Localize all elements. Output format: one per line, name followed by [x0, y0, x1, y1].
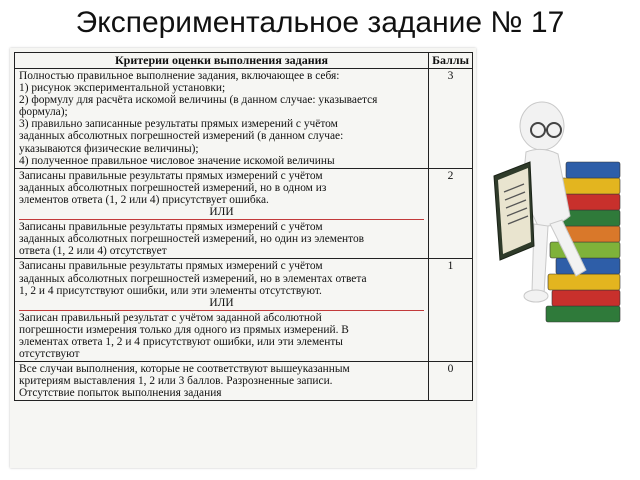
criteria-line: указываются физические величины);: [19, 142, 199, 155]
criteria-line: Записаны правильные результаты прямых измерений с учётом: [19, 221, 323, 234]
points-cell: 0: [429, 362, 473, 401]
criteria-line: отсутствуют: [19, 348, 80, 361]
slide-title: Экспериментальное задание № 17: [75, 6, 565, 39]
table-row: [15, 362, 473, 401]
open-book: [494, 162, 534, 260]
table-header-row: [15, 53, 473, 69]
criteria-line: Полностью правильное выполнение задания, включающее в себя:: [19, 70, 340, 82]
table-row: [15, 259, 473, 362]
criteria-line: заданных абсолютных погрешностей измерений (в данном случае:: [19, 130, 344, 143]
book: [552, 290, 620, 306]
criteria-line: критериям выставления 1, 2 или 3 баллов. Разрозненные записи.: [19, 375, 333, 388]
header-points: Баллы: [429, 53, 473, 69]
criteria-line: 1) рисунок экспериментальной установки;: [19, 82, 226, 95]
criteria-line: Записаны правильные результаты прямых измерений с учётом: [19, 169, 323, 182]
criteria-line: заданных абсолютных погрешностей измерений, но в элементах ответа: [19, 272, 367, 285]
criteria-line: элементов ответа (1, 2 или 4) присутствует ошибка.: [19, 193, 269, 206]
table-row: [15, 168, 473, 259]
figure-reading-book-icon: [486, 96, 636, 340]
criteria-line: заданных абсолютных погрешностей измерений, но один из элементов: [19, 233, 365, 246]
criteria-cell: [15, 259, 429, 362]
book: [556, 258, 620, 274]
criteria-table: [14, 52, 473, 401]
criteria-line: Отсутствие попыток выполнения задания: [19, 387, 222, 400]
criteria-line: заданных абсолютных погрешностей измерений, но в одном из: [19, 181, 327, 194]
book: [546, 306, 620, 322]
criteria-line: ответа (1, 2 или 4) отсутствует: [19, 245, 167, 258]
criteria-line: погрешности измерения только для одного из прямых измерений. В: [19, 323, 349, 336]
criteria-line: 3) правильно записанные результаты прямых измерений с учётом: [19, 118, 338, 131]
points-cell: 3: [429, 69, 473, 169]
criteria-line: Все случаи выполнения, которые не соответствуют вышеуказанным: [19, 363, 350, 376]
criteria-line: Записаны правильные результаты прямых измерений с учётом: [19, 260, 323, 273]
book: [548, 274, 620, 290]
book: [566, 162, 620, 178]
criteria-line: 1, 2 и 4 присутствуют ошибки, или эти элементы отсутствуют.: [19, 284, 322, 297]
criteria-line: 4) полученное правильное числовое значение искомой величины: [19, 154, 335, 167]
header-criteria: Критерии оценки выполнения задания: [15, 53, 429, 69]
points-cell: 1: [429, 259, 473, 362]
criteria-cell: [15, 168, 429, 259]
criteria-line: Записан правильный результат с учётом заданной абсолютной: [19, 311, 322, 324]
criteria-line: 2) формулу для расчёта искомой величины (в данном случае: указывается формула);: [19, 94, 378, 119]
criteria-cell: [15, 362, 429, 401]
criteria-cell: [15, 69, 429, 169]
book: [560, 194, 620, 210]
underline-mark: [19, 219, 424, 220]
underline-mark: [19, 310, 424, 311]
criteria-document-scan: [10, 48, 476, 468]
table-row: [15, 69, 473, 169]
criteria-line: элементах ответа 1, 2 и 4 присутствуют ошибки, или эти элементы: [19, 335, 343, 348]
or-separator: ИЛИ: [209, 296, 234, 309]
or-separator: ИЛИ: [209, 206, 234, 219]
points-cell: 2: [429, 168, 473, 259]
